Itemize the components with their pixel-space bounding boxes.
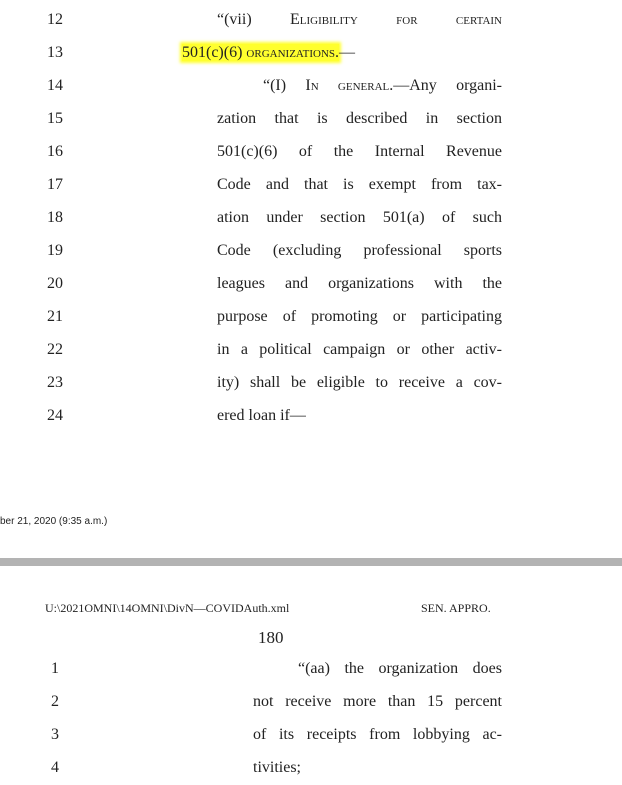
body-line: ation under section 501(a) of such	[217, 209, 502, 226]
line-number: 13	[47, 44, 63, 61]
line-number: 2	[51, 693, 59, 710]
body-line: “(aa) the organization does	[298, 660, 502, 677]
line-number: 19	[47, 242, 63, 259]
line-number: 20	[47, 275, 63, 292]
body-line: Code (excluding professional sports	[217, 242, 502, 259]
body-line: ered loan if—	[217, 407, 306, 424]
text: —Any organi-	[393, 77, 502, 94]
text: “(I)	[263, 77, 306, 94]
line-number: 18	[47, 209, 63, 226]
body-line: in a political campaign or other activ-	[217, 341, 502, 358]
line-number: 22	[47, 341, 63, 358]
body-line: leagues and organizations with the	[217, 275, 502, 292]
subheading-i	[263, 77, 502, 95]
line-number: 23	[47, 374, 63, 391]
committee-label: SEN. APPRO.	[421, 601, 491, 615]
body-line: zation that is described in section	[217, 110, 502, 127]
file-path: U:\2021OMNI\14OMNI\DivN—COVIDAuth.xml	[45, 601, 290, 615]
text: —	[339, 44, 356, 61]
heading-vii	[217, 11, 502, 29]
line-number: 4	[51, 759, 59, 776]
heading-vii-cont	[182, 44, 355, 62]
page-footer-date: ber 21, 2020 (9:35 a.m.)	[0, 516, 108, 527]
text: organizations.	[246, 44, 340, 61]
line-number: 3	[51, 726, 59, 743]
line-number: 12	[47, 11, 63, 28]
line-number: 14	[47, 77, 63, 94]
body-line: 501(c)(6) of the Internal Revenue	[217, 143, 502, 160]
line-number: 17	[47, 176, 63, 193]
page-separator	[0, 558, 622, 566]
line-number: 1	[51, 660, 59, 677]
text: Eligibility for certain	[290, 11, 503, 28]
line-number: 15	[47, 110, 63, 127]
line-number: 16	[47, 143, 63, 160]
highlight	[182, 44, 339, 61]
text: “(vii)	[217, 11, 290, 28]
body-line: of its receipts from lobbying ac-	[253, 726, 502, 743]
body-line: tivities;	[253, 759, 301, 776]
body-line: purpose of promoting or participating	[217, 308, 502, 325]
body-line: Code and that is exempt from tax-	[217, 176, 502, 193]
page-number: 180	[258, 628, 284, 647]
text: 501(c)(6)	[182, 44, 247, 61]
line-number: 24	[47, 407, 63, 424]
text: In general.	[305, 77, 394, 94]
body-line: ity) shall be eligible to receive a cov-	[217, 374, 502, 391]
line-number: 21	[47, 308, 63, 325]
body-line: not receive more than 15 percent	[253, 693, 502, 710]
